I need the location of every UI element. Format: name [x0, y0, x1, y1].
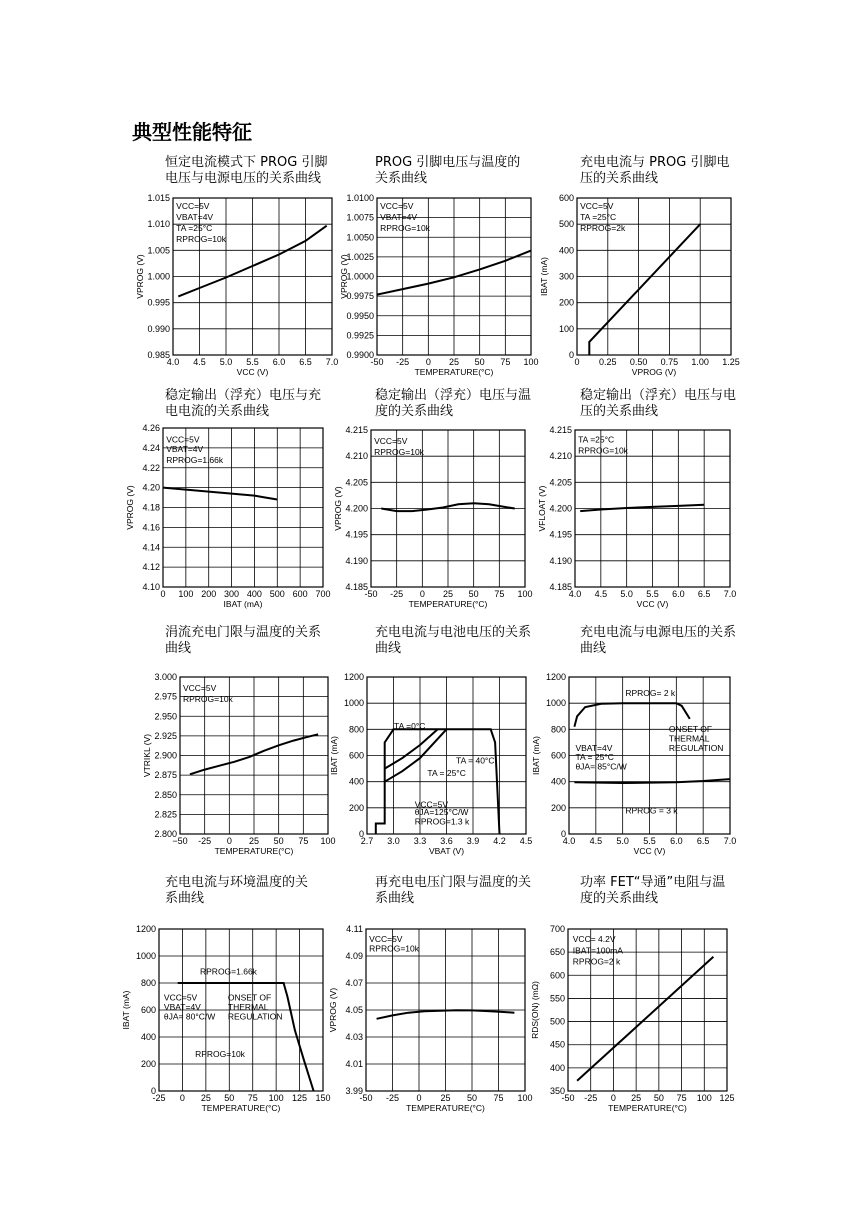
- chart-annotation: RPROG=2 k: [572, 956, 621, 967]
- x-tick-label: 0: [226, 836, 232, 846]
- chart-annotation: RPROG= 2 k: [625, 687, 676, 698]
- chart-annotation: RPROG=10k: [195, 1048, 245, 1059]
- chart-svg: [121, 875, 360, 1115]
- chart-annotation: VBAT=4V: [380, 211, 418, 222]
- chart-annotation: REGULATION: [227, 1011, 283, 1022]
- x-tick-label: 700: [315, 589, 331, 599]
- x-tick-label: -50: [561, 1093, 575, 1103]
- y-tick-label: 4.24: [142, 442, 160, 453]
- y-tick-label: 4.200: [345, 503, 368, 514]
- y-tick-label: 100: [558, 323, 574, 334]
- x-tick-label: 200: [201, 589, 217, 599]
- x-tick-label: 0: [574, 357, 580, 367]
- x-tick-label: 25: [631, 1093, 642, 1103]
- chart-annotation: RPROG=10k: [369, 943, 420, 954]
- x-tick-label: 0.25: [599, 357, 617, 367]
- x-tick-label: -50: [359, 1093, 373, 1103]
- x-tick-label: -25: [385, 1093, 400, 1103]
- chart-annotation: VCC=5V: [182, 683, 217, 694]
- chart-annotation: RPROG=10k: [182, 694, 233, 705]
- y-tick-label: 400: [549, 1062, 565, 1073]
- x-tick-label: 75: [298, 836, 309, 846]
- x-tick-label: 75: [500, 357, 511, 367]
- chart-annotation: θJA=125°C/W: [414, 807, 469, 818]
- chart-panel-c4: [125, 388, 350, 618]
- chart-annotation: VCC=5V: [414, 799, 449, 810]
- x-tick-label: 1.25: [722, 357, 740, 367]
- series-line-0: [589, 224, 700, 355]
- y-tick-label: 4.07: [345, 978, 363, 988]
- x-tick-label: 6.0: [672, 589, 685, 599]
- chart-annotation: θJA= 80°C/W: [163, 1011, 216, 1022]
- chart-annotation: TA =25°C: [580, 211, 617, 222]
- x-axis-label: TEMPERATURE(°C): [214, 846, 294, 856]
- y-tick-label: 0: [358, 829, 364, 839]
- chart-annotation: THERMAL: [668, 733, 710, 744]
- y-tick-label: 1.0025: [346, 251, 374, 262]
- y-tick-label: 0: [568, 350, 574, 360]
- y-tick-label: 4.12: [142, 562, 160, 573]
- chart-caption: 稳定输出（浮充）电压与电 压的关系曲线: [580, 388, 737, 419]
- chart-annotation: VBAT=4V: [176, 211, 214, 222]
- y-tick-label: 800: [140, 978, 156, 988]
- y-tick-label: 0.995: [147, 297, 170, 308]
- y-tick-label: 4.20: [142, 482, 160, 493]
- x-tick-label: 0: [425, 357, 431, 367]
- y-tick-label: 4.185: [549, 582, 572, 592]
- y-tick-label: 1.015: [147, 193, 170, 203]
- y-tick-label: 4.22: [142, 462, 160, 473]
- chart-svg: [340, 155, 570, 395]
- x-tick-label: 25: [440, 1093, 451, 1103]
- x-axis-label: TEMPERATURE(°C): [201, 1103, 281, 1113]
- x-tick-label: 0: [160, 589, 166, 599]
- y-tick-label: 500: [558, 219, 574, 230]
- y-tick-label: 1200: [343, 672, 364, 682]
- y-tick-label: 0.985: [147, 350, 170, 360]
- x-tick-label: 125: [292, 1093, 308, 1103]
- chart-annotation: VCC=5V: [163, 992, 198, 1003]
- chart-annotation: ONSET OF: [668, 723, 713, 734]
- x-tick-label: 0.75: [660, 357, 679, 367]
- y-tick-label: 1200: [135, 924, 156, 934]
- y-tick-label: 500: [549, 1016, 565, 1027]
- chart-annotation: TA =0°C: [394, 720, 426, 731]
- chart-svg: [130, 155, 360, 395]
- y-tick-label: 0.9925: [346, 330, 374, 341]
- chart-annotation: VCC=5V: [166, 434, 200, 445]
- chart-annotation: RPROG=10k: [380, 222, 430, 233]
- x-tick-label: 600: [292, 589, 308, 599]
- x-tick-label: 6.5: [696, 836, 710, 846]
- y-tick-label: 200: [140, 1059, 156, 1069]
- x-tick-label: 5.5: [643, 836, 656, 846]
- y-tick-label: 200: [348, 802, 364, 813]
- y-tick-label: 1000: [545, 698, 566, 709]
- series-line-0: [163, 488, 277, 500]
- x-tick-label: 7.0: [325, 357, 339, 367]
- y-tick-label: 0: [150, 1086, 156, 1096]
- y-axis-label: IBAT (mA): [531, 736, 541, 775]
- y-tick-label: 1.005: [147, 245, 170, 256]
- y-tick-label: 1000: [343, 698, 364, 709]
- chart-caption: 充电电流与 PROG 引脚电 压的关系曲线: [580, 155, 730, 186]
- page-title: 典型性能特征: [132, 120, 252, 144]
- chart-panel-c3: [539, 155, 765, 385]
- chart-annotation: VBAT=4V: [575, 742, 613, 753]
- y-tick-label: 0.9975: [346, 291, 374, 302]
- x-tick-label: 50: [653, 1093, 664, 1103]
- x-tick-label: 5.0: [616, 836, 629, 846]
- chart-annotation: VCC=5V: [176, 200, 210, 211]
- x-tick-label: 4.0: [562, 836, 576, 846]
- x-tick-label: 100: [523, 357, 539, 367]
- y-tick-label: 200: [558, 297, 574, 308]
- chart-annotation: RPROG=1.66k: [166, 454, 224, 465]
- x-tick-label: 400: [246, 589, 262, 599]
- y-tick-label: 2.900: [154, 750, 177, 761]
- y-tick-label: 4.190: [345, 555, 368, 566]
- x-tick-label: 5.5: [246, 357, 259, 367]
- chart-annotation: TA =25°C: [578, 434, 615, 445]
- x-axis-label: VCC (V): [236, 367, 269, 377]
- x-tick-label: 7.0: [723, 836, 737, 846]
- x-tick-label: 100: [696, 1093, 712, 1103]
- x-tick-label: 5.0: [620, 589, 633, 599]
- chart-svg: [539, 155, 775, 395]
- chart-caption: 再充电电压门限与温度的关 系曲线: [375, 875, 532, 906]
- y-axis-label: RDS(ON) (mΩ): [530, 981, 540, 1039]
- chart-panel-c2: [340, 155, 560, 385]
- y-tick-label: 800: [550, 724, 566, 735]
- y-tick-label: 4.215: [345, 425, 368, 435]
- chart-svg: [537, 388, 775, 628]
- chart-panel-c10: [121, 875, 350, 1113]
- x-tick-label: 7.0: [723, 589, 737, 599]
- chart-annotation: θJA= 85°C/W: [575, 761, 627, 772]
- x-tick-label: 1.00: [691, 357, 709, 367]
- x-tick-label: 500: [269, 589, 285, 599]
- y-axis-label: VPROG (V): [125, 485, 135, 530]
- chart-annotation: VBAT=4V: [166, 443, 204, 454]
- x-tick-label: 0.50: [629, 357, 648, 367]
- chart-caption: 涓流充电门限与温度的关系 曲线: [165, 625, 322, 656]
- y-axis-label: VPROG (V): [333, 486, 343, 531]
- x-tick-label: 0: [419, 589, 425, 599]
- x-tick-label: 0: [179, 1093, 185, 1103]
- chart-caption: 恒定电流模式下 PROG 引脚 电压与电源电压的关系曲线: [165, 155, 328, 186]
- chart-annotation: RPROG=2k: [580, 222, 626, 233]
- y-tick-label: 4.190: [549, 555, 572, 566]
- x-tick-label: 50: [273, 836, 284, 846]
- x-axis-label: VPROG (V): [631, 367, 677, 377]
- y-tick-label: 600: [549, 970, 565, 981]
- x-tick-label: -25: [390, 589, 404, 599]
- chart-annotation: TA = 25°C: [575, 752, 614, 763]
- y-tick-label: 550: [549, 993, 565, 1004]
- y-tick-label: 2.825: [154, 809, 177, 820]
- y-tick-label: 600: [550, 750, 566, 761]
- chart-panel-c6: [537, 388, 765, 618]
- x-tick-label: 100: [517, 589, 533, 599]
- y-axis-label: IBAT (mA): [329, 736, 339, 775]
- y-tick-label: 4.09: [345, 951, 363, 961]
- y-axis-label: VPROG (V): [135, 254, 145, 299]
- chart-annotation: RPROG=1.66k: [200, 966, 257, 977]
- y-tick-label: 1.010: [147, 219, 170, 230]
- y-tick-label: 4.18: [142, 502, 160, 513]
- y-axis-label: VPROG (V): [328, 987, 338, 1033]
- x-tick-label: 5.0: [219, 357, 233, 367]
- chart-caption: 充电电流与电池电压的关系 曲线: [375, 625, 532, 656]
- chart-caption: 稳定输出（浮充）电压与温 度的关系曲线: [375, 388, 532, 419]
- y-tick-label: 1.0050: [346, 232, 374, 243]
- x-axis-label: VCC (V): [633, 846, 666, 856]
- y-tick-label: 1200: [545, 672, 566, 682]
- y-tick-label: 300: [558, 271, 574, 282]
- chart-annotation: THERMAL: [227, 1002, 269, 1012]
- y-tick-label: 4.185: [345, 582, 368, 592]
- x-axis-label: IBAT (mA): [223, 599, 263, 609]
- y-tick-label: 4.03: [345, 1032, 363, 1042]
- series-line-0: [580, 505, 704, 511]
- y-tick-label: 0.9900: [346, 350, 374, 360]
- x-tick-label: 3.9: [466, 836, 480, 846]
- series-line-1: [574, 779, 730, 783]
- chart-annotation: RPROG=10k: [374, 447, 424, 458]
- y-tick-label: 1.0100: [346, 193, 374, 203]
- x-tick-label: 4.5: [519, 836, 533, 846]
- y-tick-label: 2.850: [154, 789, 177, 800]
- x-tick-label: 75: [494, 589, 505, 599]
- x-tick-label: 4.2: [493, 836, 506, 846]
- x-tick-label: 6.5: [299, 357, 312, 367]
- x-tick-label: -25: [152, 1093, 166, 1103]
- y-tick-label: 4.01: [345, 1059, 363, 1069]
- y-tick-label: 4.16: [142, 522, 160, 533]
- y-tick-label: 4.200: [549, 503, 572, 514]
- chart-annotation: VCC=5V: [374, 436, 408, 447]
- y-tick-label: 4.11: [346, 924, 363, 934]
- y-tick-label: 3.000: [154, 672, 177, 682]
- x-tick-label: 6.0: [670, 836, 683, 846]
- chart-annotation: RPROG = 3 k: [625, 805, 678, 816]
- y-tick-label: 450: [549, 1039, 565, 1050]
- y-tick-label: 600: [558, 193, 574, 203]
- y-tick-label: 4.10: [142, 582, 160, 592]
- chart-annotation: RPROG=10k: [176, 233, 227, 244]
- chart-panel-c7: [130, 625, 350, 855]
- chart-annotation: IBAT=100mA: [572, 945, 623, 956]
- y-tick-label: 0.9950: [346, 310, 374, 321]
- chart-annotation: VCC= 4.2V: [572, 933, 616, 944]
- x-tick-label: 100: [517, 1093, 533, 1103]
- y-tick-label: 600: [140, 1005, 156, 1015]
- chart-annotation: VCC=5V: [380, 200, 414, 211]
- x-tick-label: 25: [248, 836, 260, 846]
- y-tick-label: 4.195: [345, 529, 368, 540]
- x-axis-label: TEMPERATURE(°C): [408, 599, 488, 609]
- y-tick-label: 600: [348, 750, 364, 761]
- chart-annotation: VBAT=4V: [163, 1002, 201, 1012]
- y-tick-label: 4.205: [345, 477, 368, 488]
- y-tick-label: 4.195: [549, 529, 572, 540]
- chart-svg: [531, 625, 775, 865]
- x-tick-label: 25: [442, 589, 454, 599]
- x-tick-label: -50: [370, 357, 384, 367]
- chart-caption: PROG 引脚电压与温度的 关系曲线: [375, 155, 521, 186]
- x-tick-label: 4.5: [193, 357, 206, 367]
- x-tick-label: 25: [448, 357, 460, 367]
- x-tick-label: 3.6: [440, 836, 453, 846]
- chart-annotation: ONSET OF: [227, 992, 272, 1003]
- y-tick-label: 650: [549, 947, 565, 958]
- chart-panel-c12: [530, 875, 765, 1113]
- y-tick-label: 400: [348, 776, 364, 787]
- x-tick-label: -25: [198, 836, 212, 846]
- y-axis-label: VTRIKL (V): [142, 733, 152, 778]
- x-tick-label: 6.5: [697, 589, 711, 599]
- chart-svg: [530, 875, 775, 1115]
- x-tick-label: 3.3: [413, 836, 427, 846]
- chart-annotation: RPROG=1.3 k: [414, 816, 470, 827]
- x-tick-label: 2.7: [360, 836, 374, 846]
- x-tick-label: 5.5: [646, 589, 659, 599]
- chart-panel-c9: [531, 625, 765, 856]
- y-tick-label: 3.99: [345, 1086, 363, 1096]
- x-tick-label: 50: [466, 1093, 478, 1103]
- y-tick-label: 4.205: [549, 477, 572, 488]
- y-tick-label: 1.0000: [346, 271, 374, 282]
- y-tick-label: 4.210: [549, 451, 572, 462]
- y-tick-label: 400: [550, 776, 566, 787]
- x-tick-label: 125: [719, 1093, 735, 1103]
- y-axis-label: VPROG (V): [339, 254, 349, 299]
- y-tick-label: 0: [560, 829, 566, 839]
- x-tick-label: 6.0: [272, 357, 286, 367]
- y-tick-label: 2.975: [154, 691, 177, 702]
- chart-annotation: VCC=5V: [369, 933, 403, 944]
- x-tick-label: -25: [396, 357, 410, 367]
- x-tick-label: 100: [178, 589, 194, 599]
- x-tick-label: 75: [676, 1093, 687, 1103]
- x-tick-label: 100: [268, 1093, 284, 1103]
- x-tick-label: 50: [474, 357, 485, 367]
- x-tick-label: 4.5: [589, 836, 603, 846]
- x-tick-label: 300: [224, 589, 240, 599]
- x-tick-label: -25: [584, 1093, 598, 1103]
- chart-caption: 功率 FET“导通”电阻与温 度的关系曲线: [580, 875, 726, 906]
- x-axis-label: VBAT (V): [428, 846, 465, 856]
- y-tick-label: 2.925: [154, 730, 177, 741]
- x-tick-label: 4.0: [568, 589, 582, 599]
- chart-panel-c8: [329, 625, 560, 856]
- x-tick-label: 3.0: [387, 836, 400, 846]
- x-axis-label: VCC (V): [636, 599, 669, 609]
- y-tick-label: 350: [549, 1086, 565, 1096]
- chart-annotation: TA = 40°C: [456, 755, 495, 766]
- y-tick-label: 200: [550, 802, 566, 813]
- chart-annotation: TA = 25°C: [427, 767, 466, 778]
- y-tick-label: 1000: [135, 951, 156, 961]
- y-tick-label: 4.210: [345, 451, 368, 462]
- x-axis-label: TEMPERATURE(°C): [414, 367, 494, 377]
- y-tick-label: 4.05: [345, 1005, 363, 1015]
- x-axis-label: TEMPERATURE(°C): [608, 1103, 687, 1113]
- x-tick-label: 75: [493, 1093, 504, 1103]
- x-tick-label: 75: [247, 1093, 258, 1103]
- x-tick-label: 4.5: [594, 589, 608, 599]
- x-tick-label: 50: [224, 1093, 235, 1103]
- y-tick-label: 1.0075: [346, 212, 374, 223]
- x-tick-label: 0: [416, 1093, 422, 1103]
- x-tick-label: 25: [200, 1093, 211, 1103]
- x-tick-label: −50: [172, 836, 188, 846]
- y-tick-label: 400: [558, 245, 574, 256]
- chart-caption: 稳定输出（浮充）电压与充 电电流的关系曲线: [165, 388, 322, 419]
- chart-annotation: REGULATION: [668, 742, 724, 753]
- y-tick-label: 2.800: [154, 829, 177, 839]
- y-tick-label: 2.875: [154, 770, 177, 781]
- y-axis-label: IBAT (mA): [121, 990, 131, 1030]
- chart-svg: [130, 625, 360, 865]
- x-tick-label: 4.0: [166, 357, 180, 367]
- chart-caption: 充电电流与电源电压的关系 曲线: [580, 625, 737, 656]
- y-tick-label: 4.26: [142, 423, 160, 433]
- chart-annotation: VCC=5V: [580, 200, 614, 211]
- y-tick-label: 4.215: [549, 425, 572, 435]
- y-tick-label: 4.14: [142, 542, 160, 553]
- x-tick-label: -50: [364, 589, 378, 599]
- y-tick-label: 800: [348, 724, 364, 735]
- y-axis-label: VFLOAT (V): [537, 485, 547, 532]
- chart-panel-c5: [333, 388, 560, 618]
- chart-annotation: RPROG=10k: [578, 445, 628, 456]
- x-tick-label: 50: [468, 589, 479, 599]
- x-tick-label: 0: [610, 1093, 616, 1103]
- y-tick-label: 0.990: [147, 323, 170, 334]
- y-axis-label: IBAT (mA): [539, 257, 549, 296]
- chart-panel-c11: [328, 875, 560, 1113]
- x-tick-label: 100: [320, 836, 336, 846]
- chart-svg: [125, 388, 360, 628]
- x-axis-label: TEMPERATURE(°C): [406, 1103, 485, 1113]
- chart-svg: [333, 388, 570, 628]
- chart-annotation: TA =25°C: [176, 222, 213, 233]
- y-tick-label: 1.000: [147, 271, 170, 282]
- chart-panel-c1: [130, 155, 350, 385]
- chart-caption: 充电电流与环境温度的关 系曲线: [165, 875, 309, 906]
- x-tick-label: 150: [315, 1093, 331, 1103]
- y-tick-label: 2.950: [154, 711, 177, 722]
- y-tick-label: 700: [549, 924, 565, 934]
- y-tick-label: 400: [140, 1032, 156, 1042]
